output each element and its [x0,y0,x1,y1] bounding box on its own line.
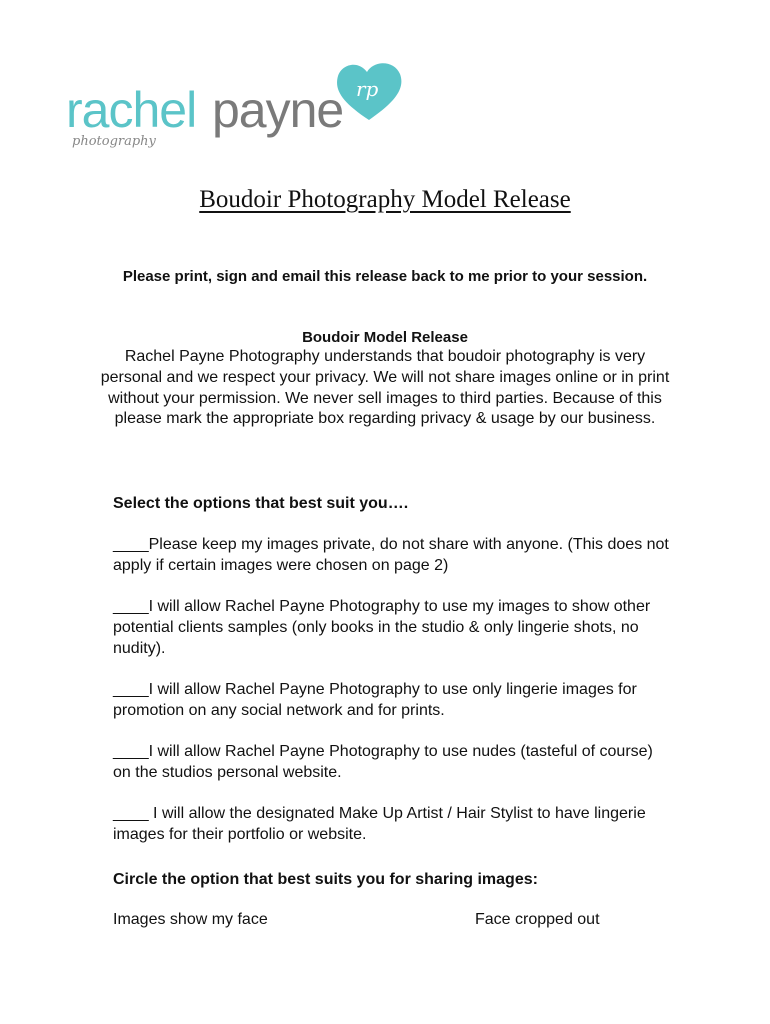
option-text: I will allow Rachel Payne Photography to use my images to show other potential clients samples (only books in the studio & only lingerie shots, no nudity). [113,598,651,657]
option-blank-line[interactable]: ____ [113,598,149,615]
document-title: Boudoir Photography Model Release [199,186,571,213]
instructions-text: Please print, sign and email this release back to me prior to your session. [122,268,648,285]
option-text: I will allow the designated Make Up Artist / Hair Stylist to have lingerie images for their portfolio or website. [113,805,646,843]
logo-word-payne: payne [212,82,344,138]
option-blank-line[interactable]: ____ [113,536,149,553]
option-text: I will allow Rachel Payne Photography to use nudes (tasteful of course) on the studios personal website. [113,743,653,781]
select-options-heading: Select the options that best suit you…. [113,495,409,512]
option-text: Please keep my images private, do not share with anyone. (This does not apply if certain images were chosen on page 2) [113,536,669,574]
circle-option-heading: Circle the option that best suits you for sharing images: [113,871,538,888]
option-social-promotion [113,680,673,722]
option-keep-private [113,535,673,577]
option-blank-line[interactable]: ____ [113,743,149,760]
choice-show-face[interactable]: Images show my face [113,911,268,928]
logo-word-photography: photography [72,134,156,149]
intro-paragraph: Rachel Payne Photography understands that boudoir photography is very personal and we respect your privacy. We will not share images online or in print without your permission. We never sell images to third parties. Because of this please mark the appropriate box regarding privacy & usage by our business. [100,348,670,428]
option-makeup-artist [113,804,673,846]
option-text: I will allow Rachel Payne Photography to use only lingerie images for promotion on any social network and for prints. [113,681,637,719]
section-title: Boudoir Model Release [302,329,468,346]
brand-logo [66,58,406,158]
logo-word-rachel: rachel [66,82,197,138]
choice-face-cropped[interactable]: Face cropped out [475,911,600,928]
heart-monogram-icon [334,60,404,124]
option-website-nudes [113,742,673,784]
monogram-text: rp [356,77,379,101]
option-blank-line[interactable]: ____ [113,681,149,698]
option-studio-samples [113,597,673,659]
option-blank-line[interactable]: ____ [113,805,154,822]
